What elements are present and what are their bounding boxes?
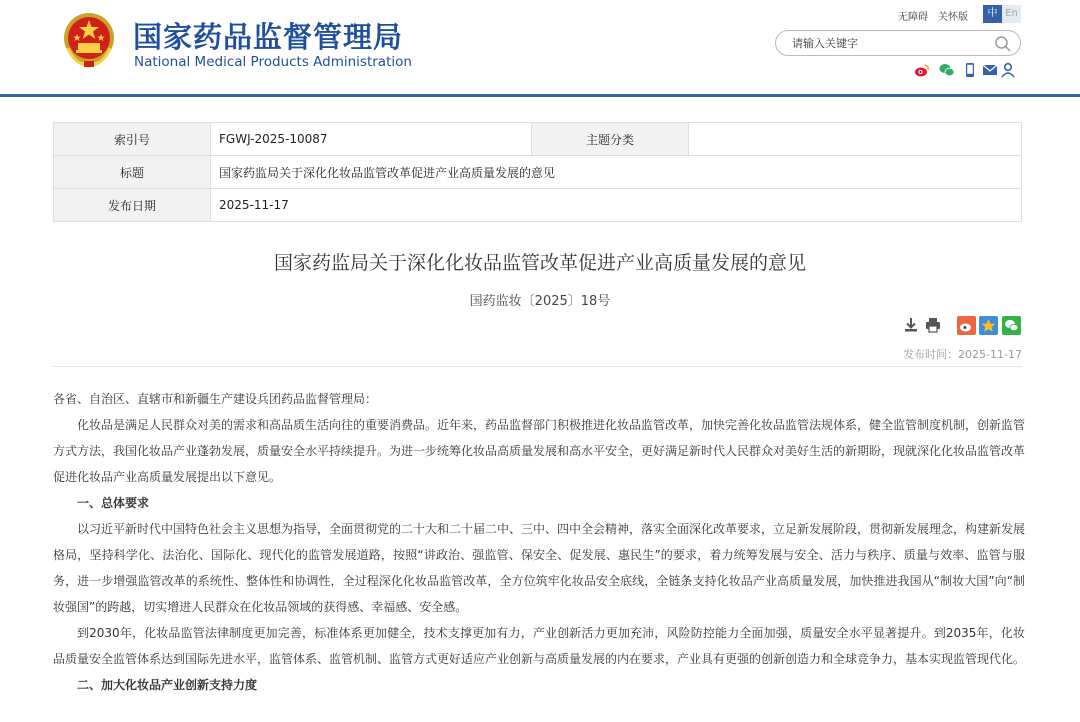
intro-paragraph: 化妆品是满足人民群众对美的需求和高品质生活向往的重要消费品。近年来，药品监督部门积极推进化妆品监管改革，加快完善化妆品监管法规体系，健全监管制度机制，创新监管方式方法，我国化妆品产业蓬勃发展，质量安全水平持续提升。为进一步统筹化妆品高质量发展和高水平安全，更好满足新时代人民群众对美好生活的新期盼，现就深化化妆品监管改革促进化妆品产业高质量发展提出以下意见。 <box>53 418 1026 484</box>
meta-row-title <box>54 156 1022 189</box>
header-divider <box>0 94 1080 97</box>
site-title-en: National Medical Products Administration <box>134 54 412 70</box>
title-value: 国家药监局关于深化化妆品监管改革促进产业高质量发展的意见 <box>211 156 1022 189</box>
title-label: 标题 <box>54 156 211 189</box>
section-heading-2: 二、加大化妆品产业创新支持力度 <box>77 678 258 692</box>
index-label: 索引号 <box>54 123 211 156</box>
section-heading-1: 一、总体要求 <box>77 496 150 510</box>
print-icon[interactable] <box>924 316 942 334</box>
download-icon[interactable] <box>902 316 920 334</box>
site-title-cn: 国家药品监督管理局 <box>133 20 404 54</box>
paragraph-general-requirements: 以习近平新时代中国特色社会主义思想为指导，全面贯彻党的二十大和二十届二中、三中、四中全会精神，落实全面深化改革要求，立足新发展阶段，贯彻新发展理念，构建新发展格局，坚持科学化、法治化、国际化、现代化的监管发展道路，按照“讲政治、强监管、保安全、促发展、惠民生”的要求，着力统筹发展与安全、活力与秩序、质量与效率、监管与服务，进一步增强监管改革的系统性、整体性和协调性，全过程深化化妆品监管改革，全方位筑牢化妆品安全底线，全链条支持化妆品产业高质量发展，加快推进我国从“制妆大国”向“制妆强国”的跨越，切实增进人民群众在化妆品领域的获得感、幸福感、安全感。 <box>53 522 1026 614</box>
search-input[interactable] <box>792 35 982 51</box>
user-icon[interactable] <box>1000 62 1016 78</box>
weibo-share-icon[interactable] <box>957 316 975 334</box>
care-mode-link[interactable]: 关怀版 <box>938 12 968 23</box>
favorite-icon[interactable] <box>979 316 997 334</box>
accessibility-link[interactable]: 无障碍 <box>898 12 928 23</box>
email-icon[interactable] <box>982 62 998 78</box>
lang-en-button[interactable]: En <box>1002 5 1021 23</box>
category-value <box>689 123 1022 156</box>
wechat-icon[interactable] <box>939 62 955 78</box>
lang-zh-button[interactable]: 中 <box>983 5 1002 23</box>
site-header <box>0 0 1080 94</box>
article-title: 国家药监局关于深化化妆品监管改革促进产业高质量发展的意见 <box>273 252 806 274</box>
date-label: 发布日期 <box>54 189 211 222</box>
meta-row-index <box>54 123 1022 156</box>
weibo-icon[interactable] <box>914 62 930 78</box>
salutation: 各省、自治区、直辖市和新疆生产建设兵团药品监督管理局： <box>53 392 378 406</box>
publish-time: 发布时间：2025-11-17 <box>903 348 1022 361</box>
document-meta-table <box>53 122 1022 222</box>
article-body <box>53 386 1025 698</box>
index-value: FGWJ-2025-10087 <box>211 123 532 156</box>
top-links <box>898 8 978 23</box>
wechat-share-icon[interactable] <box>1002 316 1020 334</box>
search-box <box>775 30 1021 56</box>
article-divider <box>53 366 1022 367</box>
paragraph-goals: 到2030年，化妆品监管法律制度更加完善，标准体系更加健全，技术支撑更加有力，产业创新活力更加充沛，风险防控能力全面加强，质量安全水平显著提升。到2035年，化妆品质量安全监管体系达到国际先进水平，监管体系、监管机制、监管方式更好适应产业创新与高质量发展的内在要求，产业具有更强的创新创造力和全球竞争力，基本实现监管现代化。 <box>53 626 1026 666</box>
category-label: 主题分类 <box>532 123 689 156</box>
mobile-icon[interactable] <box>962 62 978 78</box>
meta-row-date <box>54 189 1022 222</box>
national-emblem-icon[interactable] <box>62 12 116 68</box>
date-value: 2025-11-17 <box>211 189 1022 222</box>
search-icon[interactable] <box>994 35 1012 53</box>
document-number: 国药监妆〔2025〕18号 <box>469 294 611 309</box>
